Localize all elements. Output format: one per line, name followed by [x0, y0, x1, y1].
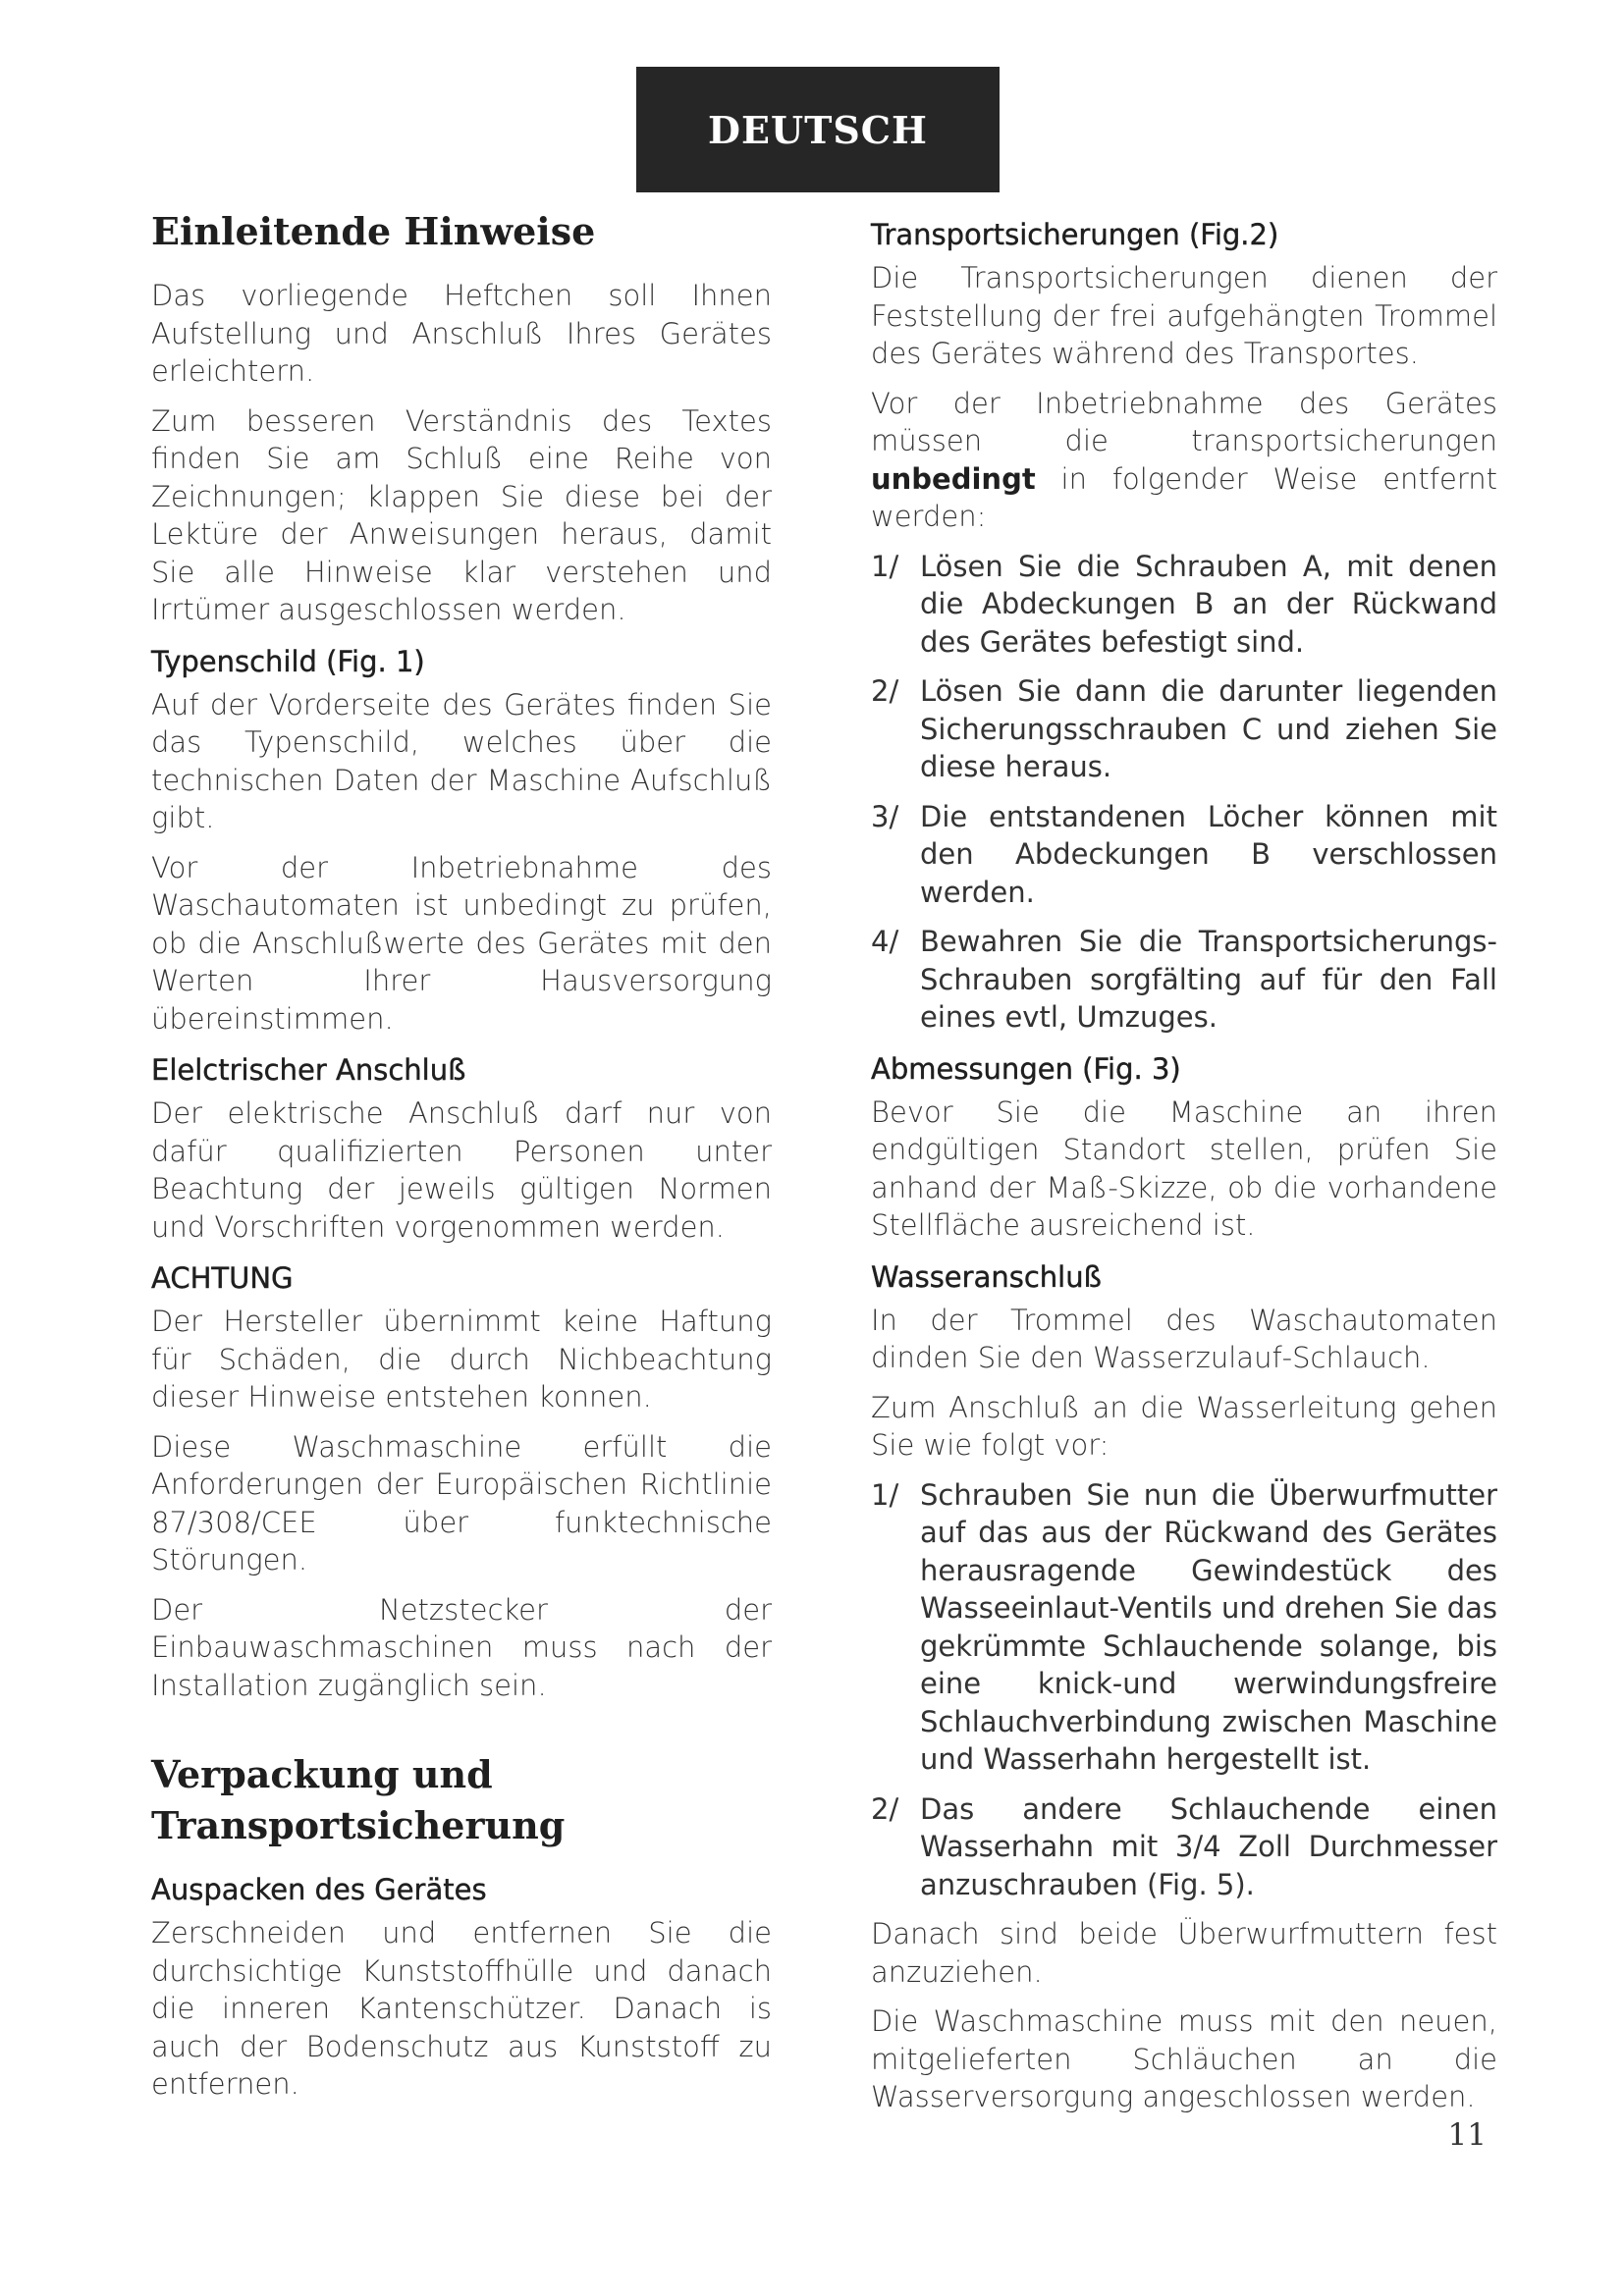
language-tab: DEUTSCH — [636, 67, 1000, 192]
section-heading-verpackung — [151, 1749, 772, 1851]
subheading-elektrischer-anschluss: Elelctrischer Anschluß — [151, 1053, 466, 1087]
list-number: 1/ — [871, 549, 899, 583]
subheading-auspacken: Auspacken des Gerätes — [151, 1873, 487, 1906]
list-item — [871, 672, 1497, 786]
subheading-achtung: ACHTUNG — [151, 1261, 294, 1295]
emphasis-unbedingt: unbedingt — [871, 461, 1036, 496]
wasser-paragraph: In der Trommel des Waschautomaten dinden Sie den Wasserzulauf-Schlauch. — [871, 1303, 1497, 1374]
subheading-abmessungen: Abmessungen (Fig. 3) — [871, 1051, 1181, 1086]
list-item — [871, 548, 1497, 662]
subheading-wasseranschluss: Wasseranschluß — [871, 1259, 1102, 1294]
wasser-paragraph: Zum Anschluß an die Wasserleitung gehen Sie wie folgt vor: — [871, 1390, 1497, 1462]
achtung-paragraph: Der Netzstecker der Einbauwaschmaschinen muss nach der Installation zugänglich sein. — [151, 1592, 772, 1702]
wasser-paragraph: Danach sind beide Überwurfmuttern fest anzuziehen. — [871, 1917, 1497, 1989]
achtung-paragraph: Der Hersteller übernimmt keine Haftung für Schäden, die durch Nichbeachtung dieser Hinweise entstehen konnen. — [151, 1305, 772, 1414]
subheading-transportsicherungen: Transportsicherungen (Fig.2) — [871, 218, 1279, 251]
list-number: 4/ — [871, 925, 899, 958]
heading-line: Transportsicherung — [151, 1803, 566, 1847]
list-item — [871, 923, 1497, 1037]
transport-paragraph: Die Transportsicherungen dienen der Feststellung der frei aufgehängten Trommel des Gerätes während des Transportes. — [871, 261, 1497, 370]
list-item — [871, 1790, 1497, 1904]
right-column — [871, 206, 1497, 2128]
heading-line: Verpackung und — [151, 1752, 493, 1796]
transport-paragraph — [871, 385, 1497, 536]
left-column — [151, 206, 772, 2115]
typenschild-paragraph: Auf der Vorderseite des Gerätes finden Sie das Typenschild, welches über die technischen Daten der Maschine Aufschluß gibt. — [151, 687, 772, 834]
auspacken-paragraph: Zerschneiden und entfernen Sie die durchsichtige Kunststoffhülle und danach die inneren Kantenschützer. Danach is auch der Bodenschutz aus Kunststoff zu entfernen. — [151, 1916, 772, 2101]
page-number: 11 — [1447, 2117, 1487, 2153]
list-item — [871, 798, 1497, 912]
intro-paragraph: Zum besseren Verständnis des Textes finden Sie am Schluß eine Reihe von Zeichnungen; klappen Sie diese bei der Lektüre der Anweisungen heraus, damit Sie alle Hinweise klar verstehen und Irrtümer ausgeschlossen werden. — [151, 403, 772, 626]
list-text: Das andere Schlauchende einen Wasserhahn mit 3/4 Zoll Durchmesser anzuschrauben (Fig. 5). — [920, 1791, 1497, 1901]
subheading-typenschild: Typenschild (Fig. 1) — [151, 644, 425, 678]
list-text: Bewahren Sie die Transportsicherungs-Schrauben sorgfälting auf für den Fall eines evtl, Umzuges. — [920, 925, 1497, 1034]
abmessungen-paragraph: Bevor Sie die Maschine an ihren endgültigen Standort stellen, prüfen Sie anhand der Maß-Skizze, ob die vorhandene Stellfläche ausreichend ist. — [871, 1095, 1497, 1242]
text-run: in folgender Weise entfernt werden: — [871, 461, 1497, 533]
section-heading-einleitende-hinweise: Einleitende Hinweise — [151, 209, 596, 253]
list-number: 2/ — [871, 674, 899, 708]
text-run: Vor der Inbetriebnahme des Gerätes müssen die transportsicherungen — [871, 386, 1497, 457]
list-item — [871, 1476, 1497, 1779]
wasser-paragraph: Die Waschmaschine muss mit den neuen, mitgelieferten Schläuchen an die Wasserversorgung angeschlossen werden. — [871, 2004, 1497, 2113]
elektrisch-paragraph: Der elektrische Anschluß darf nur von dafür qualifizierten Personen unter Beachtung der jeweils gültigen Normen und Vorschriften vorgenommen werden. — [151, 1096, 772, 1244]
list-number: 2/ — [871, 1791, 899, 1826]
intro-paragraph: Das vorliegende Heftchen soll Ihnen Aufstellung und Anschluß Ihres Gerätes erleichtern. — [151, 279, 772, 388]
list-text: Lösen Sie dann die darunter liegenden Sicherungsschrauben C und ziehen Sie diese heraus. — [920, 674, 1497, 783]
typenschild-paragraph: Vor der Inbetriebnahme des Waschautomaten ist unbedingt zu prüfen, ob die Anschlußwerte des Gerätes mit den Werten Ihrer Hausversorgung übereinstimmen. — [151, 850, 772, 1036]
list-text: Lösen Sie die Schrauben A, mit denen die Abdeckungen B an der Rückwand des Gerätes befestigt sind. — [920, 549, 1497, 659]
list-number: 3/ — [871, 799, 899, 833]
achtung-paragraph: Diese Waschmaschine erfüllt die Anforderungen der Europäischen Richtlinie 87/308/CEE über funktechnische Störungen. — [151, 1429, 772, 1576]
list-number: 1/ — [871, 1477, 899, 1512]
list-text: Die entstandenen Löcher können mit den Abdeckungen B verschlossen werden. — [920, 799, 1497, 909]
list-text: Schrauben Sie nun die Überwurfmutter auf das aus der Rückwand des Gerätes herausragende Gewindestück des Wasseeinlaut-Ventils und drehen Sie das gekrümmte Schlauchende solange, bis eine knick-und werwindungsfreire Schlauchverbindung zwischen Maschine und Wasserhahn hergestellt ist. — [920, 1477, 1497, 1776]
